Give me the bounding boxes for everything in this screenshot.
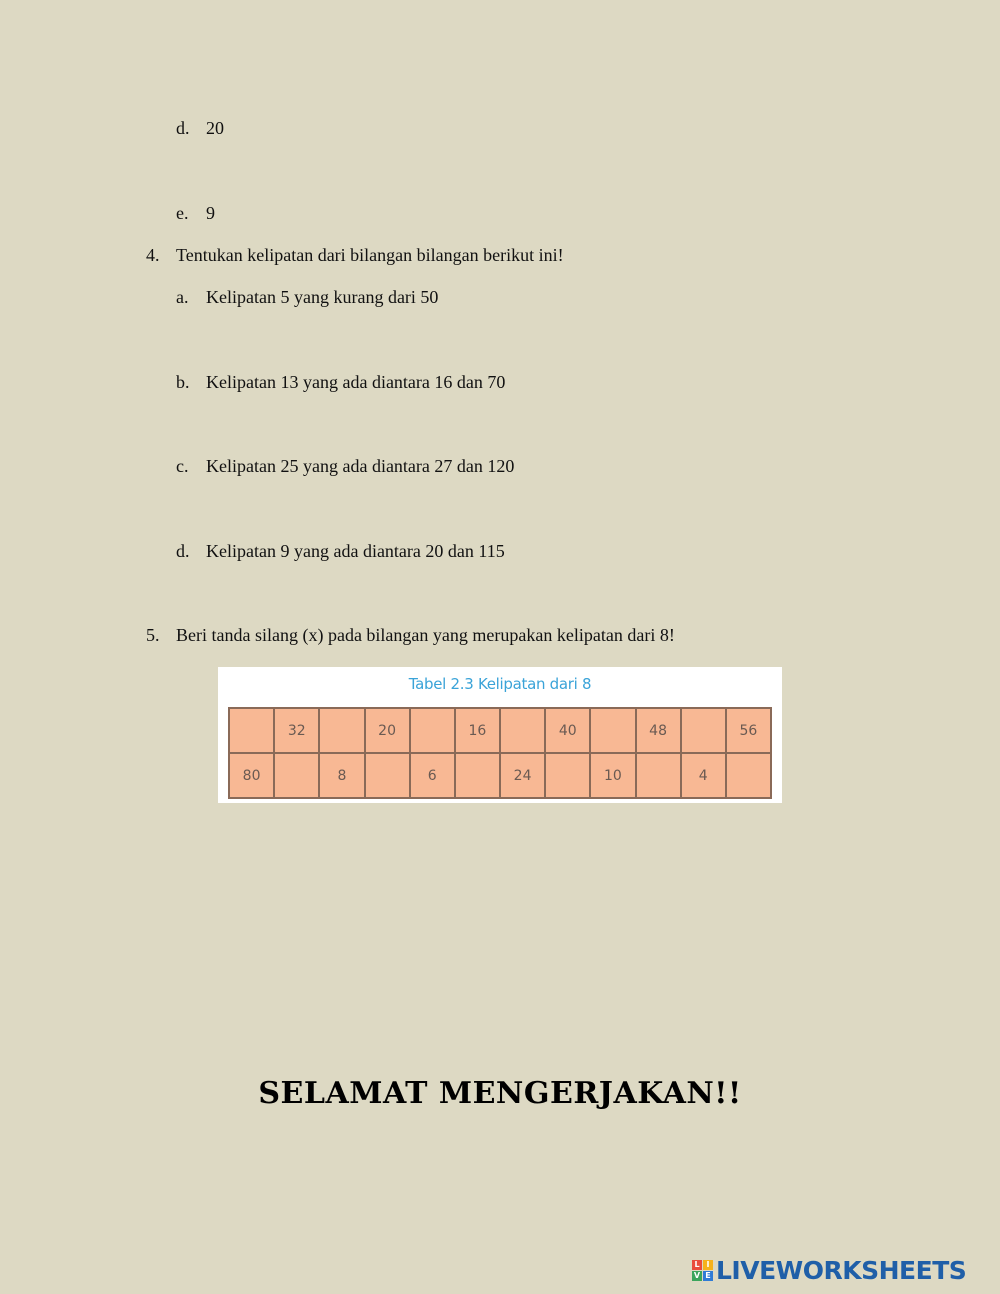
question-4b <box>176 372 505 393</box>
liveworksheets-logo <box>692 1254 966 1286</box>
table-cell[interactable]: 48 <box>637 709 680 752</box>
table-cell[interactable] <box>230 709 273 752</box>
item-marker: e. <box>176 203 189 223</box>
table-cell[interactable]: 6 <box>411 754 454 797</box>
logo-icon-tile: V <box>693 1270 701 1280</box>
multiples-table <box>218 667 782 803</box>
question-d-prev <box>176 118 224 139</box>
item-text: Beri tanda silang (x) pada bilangan yang merupakan kelipatan dari 8! <box>176 625 675 645</box>
question-e-prev <box>176 203 215 224</box>
table-title: Tabel 2.3 Kelipatan dari 8 <box>408 675 592 693</box>
question-4c <box>176 456 514 477</box>
logo-icon-tile: E <box>703 1271 713 1281</box>
table-cell[interactable] <box>637 754 680 797</box>
item-text: Kelipatan 9 yang ada diantara 20 dan 115 <box>206 541 505 561</box>
table-cell[interactable]: 10 <box>591 754 634 797</box>
table-cell[interactable]: 20 <box>366 709 409 752</box>
question-5 <box>146 625 675 646</box>
table-grid <box>228 707 772 799</box>
table-cell[interactable] <box>591 709 634 752</box>
table-cell[interactable] <box>366 754 409 797</box>
table-cell[interactable]: 16 <box>456 709 499 752</box>
table-cell[interactable]: 4 <box>682 754 725 797</box>
table-cell[interactable] <box>456 754 499 797</box>
table-cell[interactable]: 56 <box>727 709 770 752</box>
item-marker: d. <box>176 541 190 561</box>
item-text: Tentukan kelipatan dari bilangan bilangan berikut ini! <box>176 245 564 265</box>
item-marker: c. <box>176 456 189 476</box>
table-cell[interactable] <box>320 709 363 752</box>
item-marker: b. <box>176 372 190 392</box>
item-text: Kelipatan 13 yang ada diantara 16 dan 70 <box>206 372 506 392</box>
item-marker: 4. <box>146 245 160 265</box>
item-text: 9 <box>206 203 215 223</box>
question-4a <box>176 287 438 308</box>
table-cell[interactable] <box>546 754 589 797</box>
closing-message: SELAMAT MENGERJAKAN!! <box>258 1076 742 1111</box>
table-cell[interactable]: 32 <box>275 709 318 752</box>
table-cell[interactable] <box>727 754 770 797</box>
logo-text: LIVEWORKSHEETS <box>716 1255 967 1285</box>
question-4 <box>146 245 564 266</box>
table-cell[interactable]: 8 <box>320 754 363 797</box>
logo-icon <box>692 1260 713 1281</box>
table-cell[interactable]: 80 <box>230 754 273 797</box>
table-cell[interactable]: 40 <box>546 709 589 752</box>
item-marker: d. <box>176 118 190 138</box>
logo-icon-tile: L <box>692 1260 702 1270</box>
item-marker: a. <box>176 287 189 307</box>
table-cell[interactable]: 24 <box>501 754 544 797</box>
table-cell[interactable] <box>682 709 725 752</box>
logo-icon-tile: I <box>703 1260 713 1270</box>
item-text: Kelipatan 5 yang kurang dari 50 <box>206 287 439 307</box>
question-4d <box>176 541 505 562</box>
item-marker: 5. <box>146 625 160 645</box>
table-cell[interactable] <box>275 754 318 797</box>
table-cell[interactable] <box>501 709 544 752</box>
item-text: 20 <box>206 118 224 138</box>
table-cell[interactable] <box>411 709 454 752</box>
item-text: Kelipatan 25 yang ada diantara 27 dan 120 <box>206 456 515 476</box>
